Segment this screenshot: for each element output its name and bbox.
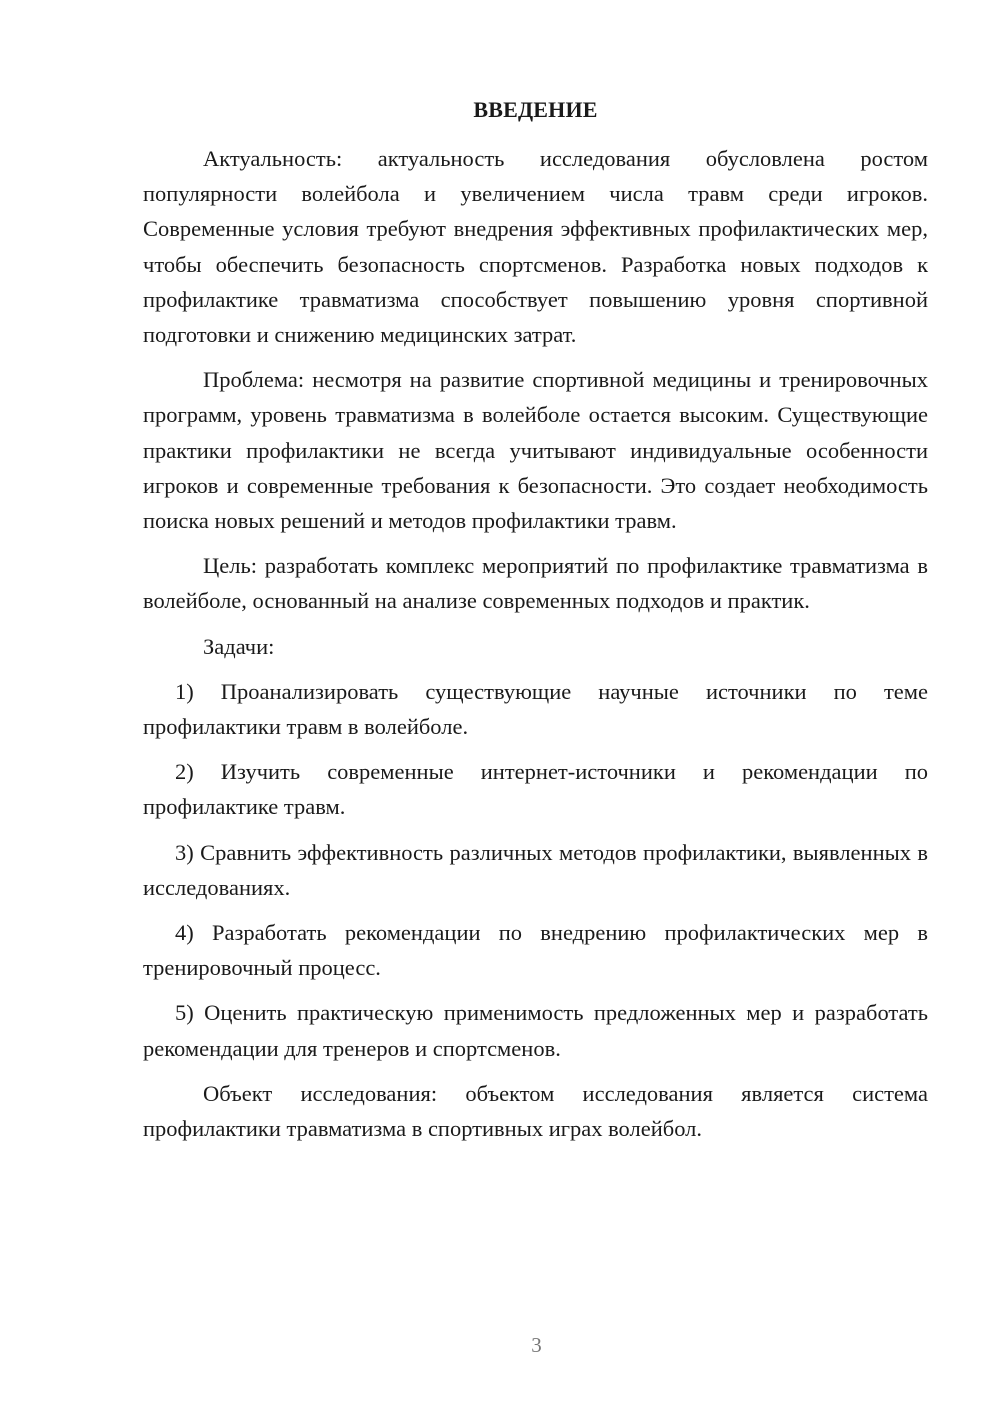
tasks-heading: Задачи:	[203, 633, 275, 659]
task-item-5: 5) Оценить практическую применимость предложенных мер и разработать рекомендации для тренеров и спортсменов.	[143, 1000, 928, 1061]
page-number: 3	[531, 1333, 542, 1357]
task-item-3: 3) Сравнить эффективность различных методов профилактики, выявленных в исследованиях.	[143, 839, 928, 900]
paragraph-object: Объект исследования: объектом исследования является система профилактики травматизма в спортивных играх волейбол.	[143, 1080, 928, 1142]
task-item-1: 1) Проанализировать существующие научные источники по теме профилактики травм в волейболе.	[143, 678, 928, 740]
paragraph-goal: Цель: разработать комплекс мероприятий по профилактике травматизма в волейболе, основанный на анализе современных подходов и практик.	[143, 553, 928, 614]
page-title: ВВЕДЕНИЕ	[473, 97, 598, 122]
paragraph-relevance: Актуальность: актуальность исследования обусловлена ростом популярности волейбола и увеличением числа травм среди игроков. Современные условия требуют внедрения эффективных профилактических мер, чтобы обеспечить безопасность спортсменов. Разработка новых подходов к профилактике травматизма способствует повышению уровня спортивной подготовки и снижению медицинских затрат.	[143, 146, 928, 348]
task-item-4: 4) Разработать рекомендации по внедрению профилактических мер в тренировочный процесс.	[143, 920, 928, 981]
task-item-2: 2) Изучить современные интернет-источники и рекомендации по профилактике травм.	[143, 759, 928, 820]
page-content	[143, 93, 928, 1156]
paragraph-problem: Проблема: несмотря на развитие спортивной медицины и тренировочных программ, уровень травматизма в волейболе остается высоким. Существующие практики профилактики не всегда учитывают индивидуальные особенности игроков и современные требования к безопасности. Это создает необходимость поиска новых решений и методов профилактики травм.	[143, 367, 928, 534]
